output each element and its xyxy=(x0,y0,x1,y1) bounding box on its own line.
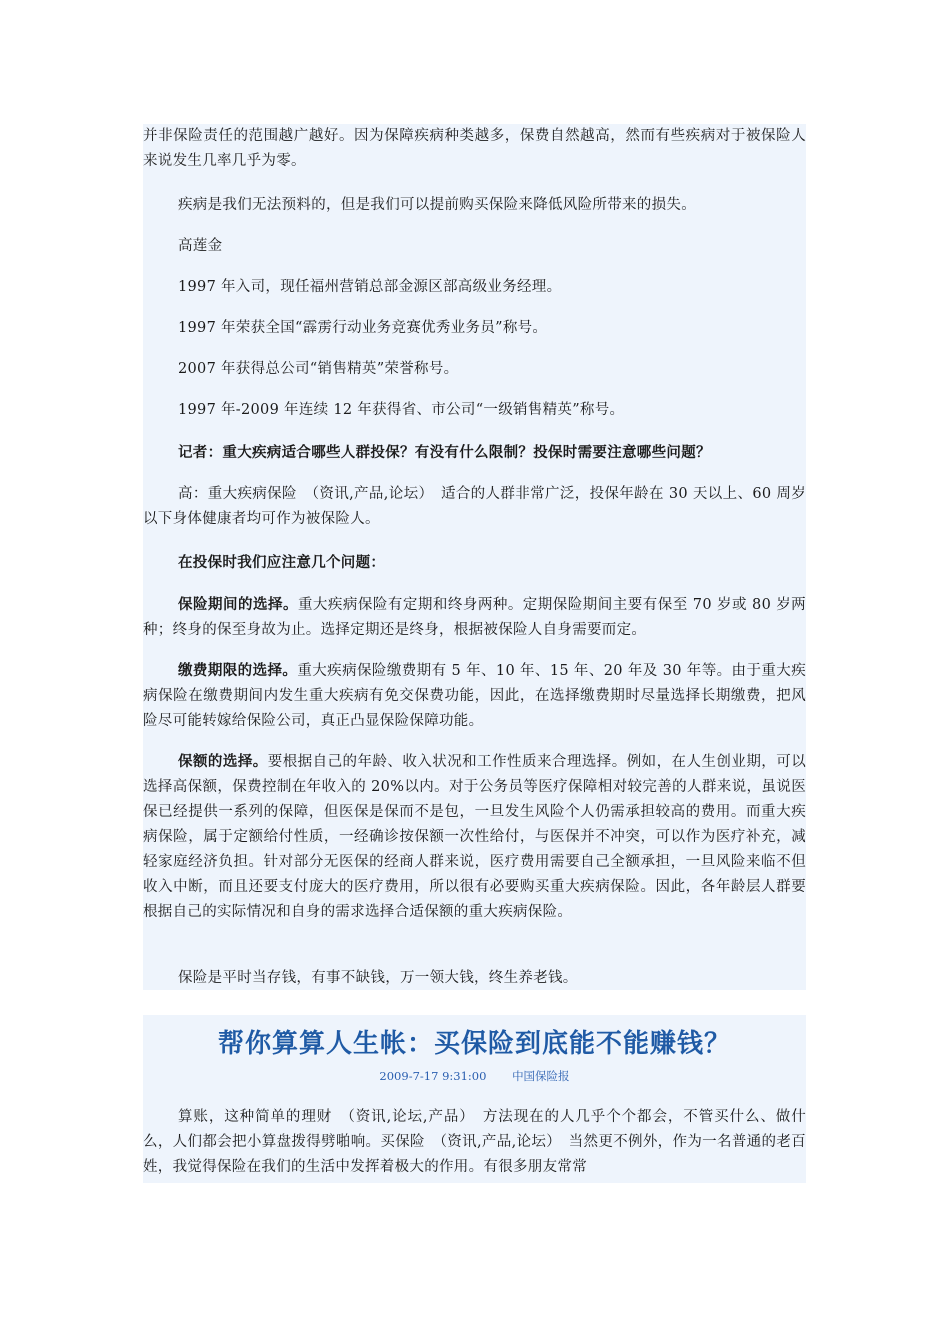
second-article-panel xyxy=(143,1015,806,1183)
agent-bio-3: 2007 年获得总公司“销售精英”荣誉称号。 xyxy=(178,361,459,377)
notice-heading: 在投保时我们应注意几个问题： xyxy=(178,554,386,571)
term-body: 重大疾病保险有定期和终身两种。定期保险期间主要有保至 70 岁或 80 岁两种；终身的保至身故为止。选择定期还是终身，根据被保险人自身需要而定。 xyxy=(143,597,806,638)
article-date: 2009-7-17 9:31:00 xyxy=(379,1069,487,1083)
agent-name: 高莲金 xyxy=(178,238,223,254)
amount-lead: 保额的选择。 xyxy=(178,753,268,770)
amount-paragraph xyxy=(143,749,806,925)
closing-line: 保险是平时当存钱，有事不缺钱，万一领大钱，终生养老钱。 xyxy=(178,970,578,986)
article-meta xyxy=(143,1067,806,1085)
article-body-panel xyxy=(143,124,806,990)
reporter-question: 记者：重大疾病适合哪些人群投保？有没有什么限制？投保时需要注意哪些问题？ xyxy=(178,444,711,461)
agent-bio-1: 1997 年入司，现任福州营销总部金源区部高级业务经理。 xyxy=(178,279,562,295)
agent-bio-2: 1997 年荣获全国“霹雳行动业务竞赛优秀业务员”称号。 xyxy=(178,320,548,336)
paragraph-intro: 并非保险责任的范围越广越好。因为保障疾病种类越多，保费自然越高，然而有些疾病对于被保险人来说发生几率几乎为零。 xyxy=(143,128,806,169)
term-paragraph xyxy=(143,592,806,643)
paragraph-disease: 疾病是我们无法预料的，但是我们可以提前购买保险来降低风险所带来的损失。 xyxy=(178,197,696,213)
payment-paragraph xyxy=(143,658,806,734)
agent-bio-4: 1997 年-2009 年连续 12 年获得省、市公司“一级销售精英”称号。 xyxy=(178,402,625,418)
amount-body: 要根据自己的年龄、收入状况和工作性质来合理选择。例如，在人生创业期，可以选择高保额，保费控制在年收入的 20%以内。对于公务员等医疗保障相对较完善的人群来说，虽说医保已经提供一系列的保障，但医保是保而不是包，一旦发生风险个人仍需承担较高的费用。而重大疾病保险，属于定额给付性质，一经确诊按保额一次性给付，与医保并不冲突，可以作为医疗补充，减轻家庭经济负担。针对部分无医保的经商人群来说，医疗费用需要自己全额承担，一旦风险来临不但收入中断，而且还要支付庞大的医疗费用，所以很有必要购买重大疾病保险。因此，各年龄层人群要根据自己的实际情况和自身的需求选择合适保额的重大疾病保险。 xyxy=(143,754,807,920)
payment-lead: 缴费期限的选择。 xyxy=(178,662,298,679)
term-lead: 保险期间的选择。 xyxy=(178,596,298,613)
article2-body: 算账，这种简单的理财 （资讯,论坛,产品） 方法现在的人几乎个个都会，不管买什么、做什么，人们都会把小算盘拨得劈啪响。买保险 （资讯,产品,论坛） 当然更不例外，作为一名普通的老百姓，我觉得保险在我们的生活中发挥着极大的作用。有很多朋友常常 xyxy=(143,1109,806,1175)
answer-paragraph: 高：重大疾病保险 （资讯,产品,论坛） 适合的人群非常广泛，投保年龄在 30 天以上、60 周岁以下身体健康者均可作为被保险人。 xyxy=(143,486,806,527)
article-source: 中国保险报 xyxy=(512,1069,570,1083)
payment-body: 重大疾病保险缴费期有 5 年、10 年、15 年、20 年及 30 年等。由于重大疾病保险在缴费期间内发生重大疾病有免交保费功能，因此，在选择缴费期时尽量选择长期缴费，把风险尽可能转嫁给保险公司，真正凸显保险保障功能。 xyxy=(143,663,806,729)
article-title: 帮你算算人生帐：买保险到底能不能赚钱？ xyxy=(217,1029,731,1059)
